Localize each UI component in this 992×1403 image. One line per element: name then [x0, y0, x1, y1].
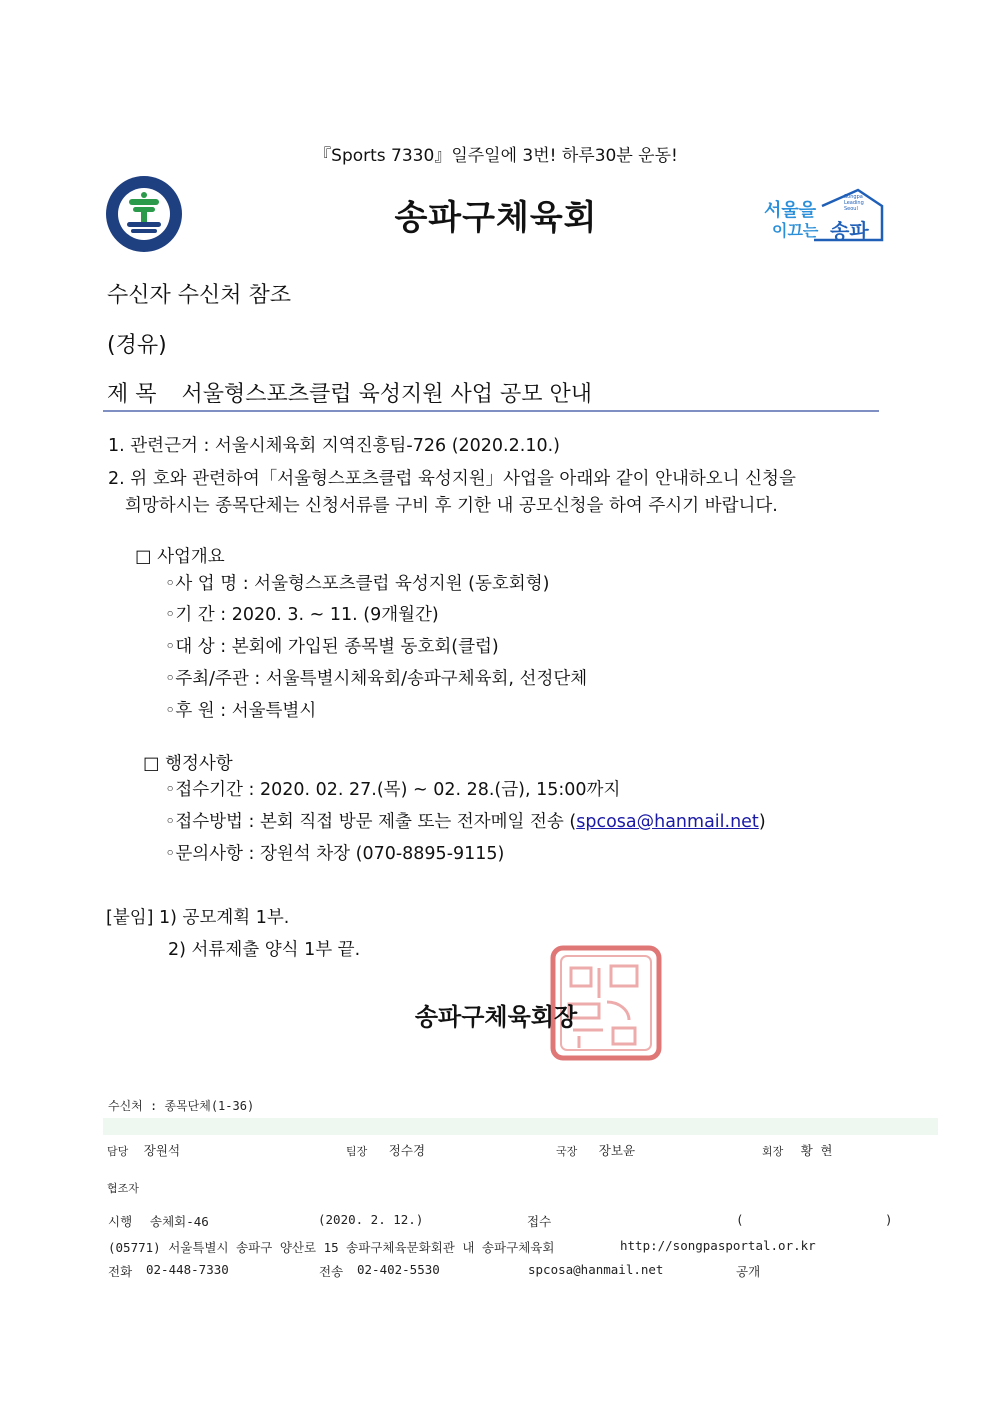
closing-signature: 송파구체육회장 — [414, 1003, 578, 1031]
approval-team-lead — [346, 1141, 425, 1159]
recipient-line: 수신자 수신처 참조 — [107, 283, 292, 308]
approval-president — [762, 1141, 832, 1159]
approval-role: 회장 — [762, 1145, 784, 1158]
footer-email[interactable]: spcosa@hanmail.net — [528, 1262, 664, 1277]
distribution-list: 수신처 : 종목단체(1-36) — [108, 1099, 255, 1113]
admin-method-close: ) — [758, 812, 766, 832]
approval-name: 장원석 — [143, 1143, 181, 1158]
approval-role: 담당 — [107, 1145, 129, 1158]
paragraph-2-line-2: 희망하시는 종목단체는 신청서류를 구비 후 기한 내 공모신청을 하여 주시기 바랍니다. — [125, 496, 778, 516]
phone-number: 02-448-7330 — [146, 1262, 229, 1277]
approval-director — [556, 1141, 635, 1159]
exec-number: 송체회-46 — [150, 1214, 209, 1229]
section-overview-title: □ 사업개요 — [135, 547, 225, 567]
section-admin-title: □ 행정사항 — [143, 754, 233, 774]
via-line: (경유) — [107, 333, 167, 358]
admin-item-period: ◦접수기간 : 2020. 02. 27.(목) ~ 02. 28.(금), 15:00까지 — [165, 780, 621, 800]
overview-item: ◦주최/주관 : 서울특별시체육회/송파구체육회, 선정단체 — [165, 669, 588, 689]
overview-item: ◦후 원 : 서울특별시 — [165, 701, 317, 721]
exec-date: (2020. 2. 12.) — [318, 1212, 424, 1227]
subject-divider — [103, 410, 879, 412]
org-name: 송파구체육회 — [394, 198, 598, 238]
phone-label: 전화 — [108, 1264, 133, 1279]
overview-item: ◦사 업 명 : 서울형스포츠클럽 육성지원 (동호회형) — [165, 574, 550, 594]
paragraph-2-line-1: 2. 위 호와 관련하여「서울형스포츠클럽 육성지원」사업을 아래와 같이 안내하오니 신청을 — [108, 469, 796, 489]
subject-text: 서울형스포츠클럽 육성지원 사업 공모 안내 — [181, 382, 593, 407]
admin-method-text: ◦접수방법 : 본회 직접 방문 제출 또는 전자메일 전송 ( — [165, 812, 577, 832]
cooperator-label: 협조자 — [107, 1182, 139, 1195]
approval-role: 국장 — [556, 1145, 578, 1158]
subject-label: 제 목 — [107, 382, 157, 407]
admin-item-method — [165, 808, 766, 833]
address: (05771) 서울특별시 송파구 양산로 15 송파구체육문화회관 내 송파구체육회 — [108, 1240, 555, 1255]
logo-word-2: 이끄는 — [772, 221, 819, 240]
disclosure-status: 공개 — [736, 1264, 761, 1279]
receipt-open: ( — [736, 1212, 744, 1227]
approval-staff — [107, 1141, 180, 1159]
logo-word-1: 서울을 — [764, 200, 817, 221]
subject-line — [107, 377, 592, 408]
admin-item-inquiry: ◦문의사항 : 장원석 차장 (070-8895-9115) — [165, 844, 505, 864]
paragraph-1: 1. 관련근거 : 서울시체육회 지역진흥팀-726 (2020.2.10.) — [108, 436, 560, 456]
receipt-label: 접수 — [527, 1214, 552, 1229]
logo-word-3: 송파 — [830, 219, 869, 243]
slogan: 『Sports 7330』일주일에 3번! 하루30분 운동! — [314, 146, 678, 166]
receipt-close: ) — [885, 1212, 893, 1227]
songpa-logo — [760, 188, 885, 244]
approval-name: 장보윤 — [598, 1143, 636, 1158]
approval-name: 황 현 — [800, 1143, 833, 1158]
attachment-line-2: 2) 서류제출 양식 1부 끝. — [168, 940, 361, 960]
website-link[interactable]: http://songpasportal.or.kr — [620, 1238, 816, 1253]
exec-label: 시행 — [108, 1214, 133, 1229]
logo-tagline: Songpa Leading Seoul — [844, 194, 864, 212]
fax-number: 02-402-5530 — [357, 1262, 440, 1277]
contact-email-link[interactable]: spcosa@hanmail.net — [576, 812, 759, 832]
fax-label: 전송 — [319, 1264, 344, 1279]
attachment-line-1: [붙임] 1) 공모계획 1부. — [106, 908, 290, 928]
overview-item: ◦기 간 : 2020. 3. ~ 11. (9개월간) — [165, 605, 439, 625]
approval-band — [103, 1118, 938, 1135]
approval-name: 정수경 — [388, 1143, 426, 1158]
approval-role: 팀장 — [346, 1145, 368, 1158]
overview-item: ◦대 상 : 본회에 가입된 종목별 동호회(클럽) — [165, 637, 499, 657]
